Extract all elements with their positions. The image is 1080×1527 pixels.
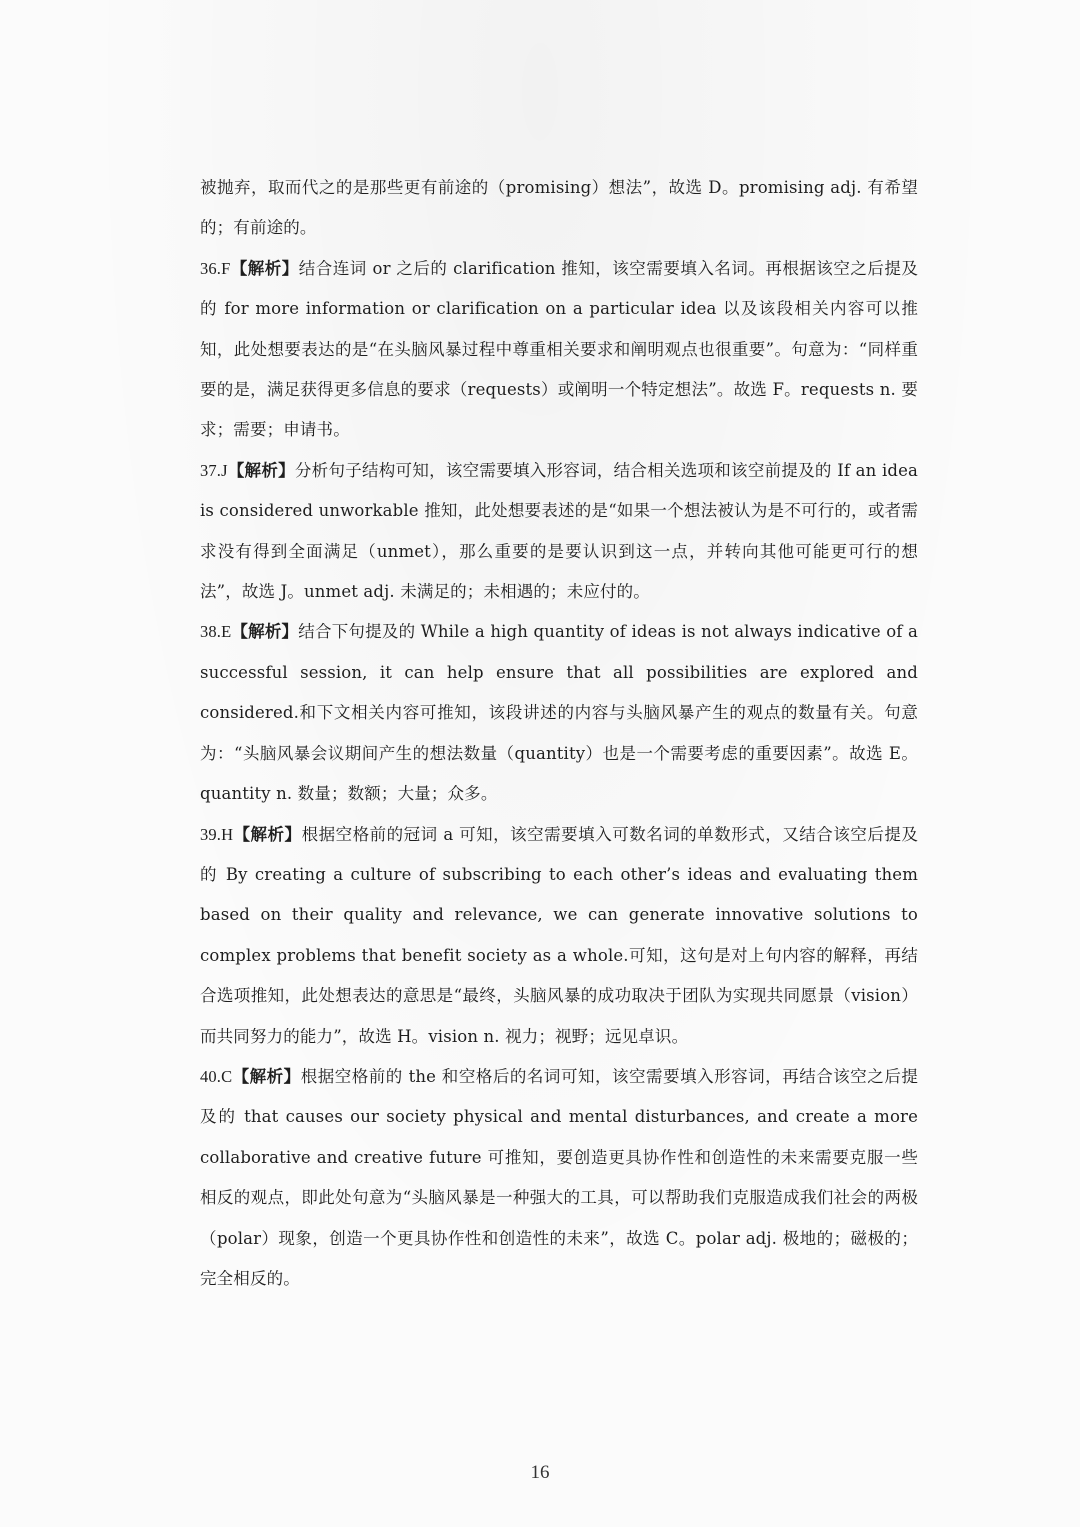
item-text: 根据空格前的 the 和空格后的名词可知，该空需要填入形容词，再结合该空之后提及的 that causes our society physical and mental disturbances, and create a more collaborative and creative future 可推知，要创造更具协作性和创造性的未来需要克服一些相反的观点，即此处句意为“头脑风暴是一种强大的工具，可以帮助我们克服造成我们社会的两极（polar）现象，创造一个更具协作性和创造性的未来”，故选 C。polar adj. 极地的；磁极的；完全相反的。 [200, 1066, 918, 1288]
item-text: 分析句子结构可知，该空需要填入形容词，结合相关选项和该空前提及的 If an idea is considered unworkable 推知，此处想要表述的是“如果一个想法被认为是不可行的，或者需求没有得到全面满足（unmet），那么重要的是要认识到这一点，并转向其他可能更可行的想法”，故选 J。unmet adj. 未满足的；未相遇的；未应付的。 [200, 460, 918, 602]
analysis-tag: 【解析】 [232, 1066, 301, 1086]
answer-explanations [200, 168, 918, 1299]
intro-paragraph: 被抛弃，取而代之的是那些更有前途的（promising）想法”，故选 D。promising adj. 有希望的；有前途的。 [200, 178, 918, 238]
analysis-tag: 【解析】 [231, 622, 299, 642]
analysis-tag: 【解析】 [227, 460, 295, 480]
item-number: 38.E [200, 622, 232, 642]
page-number: 16 [530, 1462, 550, 1483]
explanation-item-39 [200, 815, 918, 1057]
explanation-item-40 [200, 1057, 918, 1299]
analysis-tag: 【解析】 [230, 258, 299, 278]
item-number: 39.H [200, 824, 234, 844]
item-number: 37.J [200, 460, 228, 480]
item-number: 40.C [200, 1066, 233, 1086]
explanation-item-38 [200, 612, 918, 814]
item-text: 根据空格前的冠词 a 可知，该空需要填入可数名词的单数形式，又结合该空后提及的 By creating a culture of subscribing to each other’s ideas and evaluating them based on their quality and relevance, we can generate innovative solutions to complex problems that benefit society as a whole.可知，这句是对上句内容的解释，再结合选项推知，此处想表达的意思是“最终，头脑风暴的成功取决于团队为实现共同愿景（vision）而共同努力的能力”，故选 H。vision n. 视力；视野；远见卓识。 [200, 824, 918, 1046]
item-text: 结合连词 or 之后的 clarification 推知，该空需要填入名词。再根据该空之后提及的 for more information or clarification on a particular idea 以及该段相关内容可以推知，此处想要表达的是“在头脑风暴过程中尊重相关要求和阐明观点也很重要”。句意为：“同样重要的是，满足获得更多信息的要求（requests）或阐明一个特定想法”。故选 F。requests n. 要求；需要；申请书。 [200, 258, 918, 440]
item-text: 结合下句提及的 While a high quantity of ideas is not always indicative of a successful session, it can help ensure that all possibilities are explored and considered.和下文相关内容可推知，该段讲述的内容与头脑风暴产生的观点的数量有关。句意为：“头脑风暴会议期间产生的想法数量（quantity）也是一个需要考虑的重要因素”。故选 E。quantity n. 数量；数额；大量；众多。 [200, 622, 918, 804]
explanation-item-37 [200, 451, 918, 613]
analysis-tag: 【解析】 [233, 824, 302, 844]
explanation-item-36 [200, 249, 918, 451]
item-number: 36.F [200, 258, 231, 278]
